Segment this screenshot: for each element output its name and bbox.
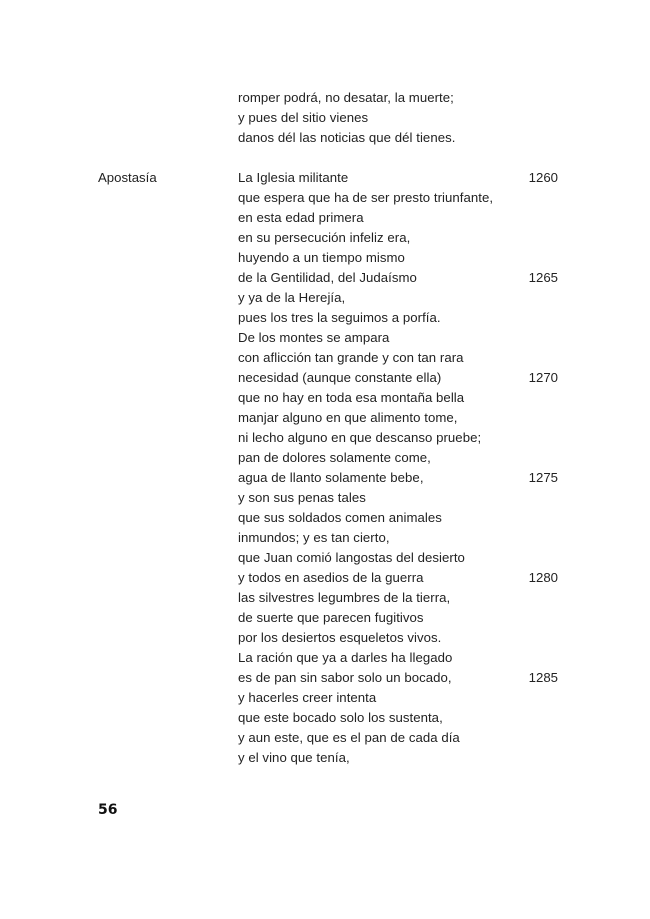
verse-line: en su persecución infeliz era,	[238, 230, 411, 245]
verse-line: de la Gentilidad, del Judaísmo	[238, 270, 417, 285]
verse-line: y hacerles creer intenta	[238, 690, 377, 705]
verse-line: de suerte que parecen fugitivos	[238, 610, 424, 625]
verse-line: y el vino que tenía,	[238, 750, 350, 765]
line-number: 1260	[528, 170, 558, 185]
line-number: 1280	[528, 570, 558, 585]
verse-line: De los montes se ampara	[238, 330, 390, 345]
verse-line: romper podrá, no desatar, la muerte;	[238, 90, 454, 105]
verse-line: La Iglesia militante	[238, 170, 349, 185]
speaker-name: Apostasía	[98, 170, 157, 185]
verse-line: ni lecho alguno en que descanso pruebe;	[238, 430, 482, 445]
line-number: 1275	[528, 470, 558, 485]
verse-line: y todos en asedios de la guerra	[238, 570, 424, 585]
verse-line: que este bocado solo los sustenta,	[238, 710, 443, 725]
verse-line: y ya de la Herejía,	[238, 290, 346, 305]
verse-line: necesidad (aunque constante ella)	[238, 370, 442, 385]
page-number: 56	[98, 802, 118, 818]
verse-line: huyendo a un tiempo mismo	[238, 250, 405, 265]
verse-line: por los desiertos esqueletos vivos.	[238, 630, 442, 645]
verse-line: pues los tres la seguimos a porfía.	[238, 310, 441, 325]
verse-line: y aun este, que es el pan de cada día	[238, 730, 460, 745]
verse-line: pan de dolores solamente come,	[238, 450, 431, 465]
verse-line: que Juan comió langostas del desierto	[238, 550, 465, 565]
verse-line: que espera que ha de ser presto triunfante,	[238, 190, 494, 205]
verse-line: y pues del sitio vienes	[238, 110, 369, 125]
verse-line: inmundos; y es tan cierto,	[238, 530, 390, 545]
verse-line: manjar alguno en que alimento tome,	[238, 410, 458, 425]
verse-line: con aflicción tan grande y con tan rara	[238, 350, 464, 365]
line-number: 1265	[528, 270, 558, 285]
verse-line: agua de llanto solamente bebe,	[238, 470, 424, 485]
verse-line: que sus soldados comen animales	[238, 510, 442, 525]
verse-line: y son sus penas tales	[238, 490, 366, 505]
verse-line: La ración que ya a darles ha llegado	[238, 650, 453, 665]
verse-line: las silvestres legumbres de la tierra,	[238, 590, 451, 605]
line-number: 1285	[528, 670, 558, 685]
verse-line: es de pan sin sabor solo un bocado,	[238, 670, 452, 685]
verse-line: que no hay en toda esa montaña bella	[238, 390, 465, 405]
verse-line: en esta edad primera	[238, 210, 364, 225]
line-number: 1270	[528, 370, 558, 385]
verse-line: danos dél las noticias que dél tienes.	[238, 130, 456, 145]
